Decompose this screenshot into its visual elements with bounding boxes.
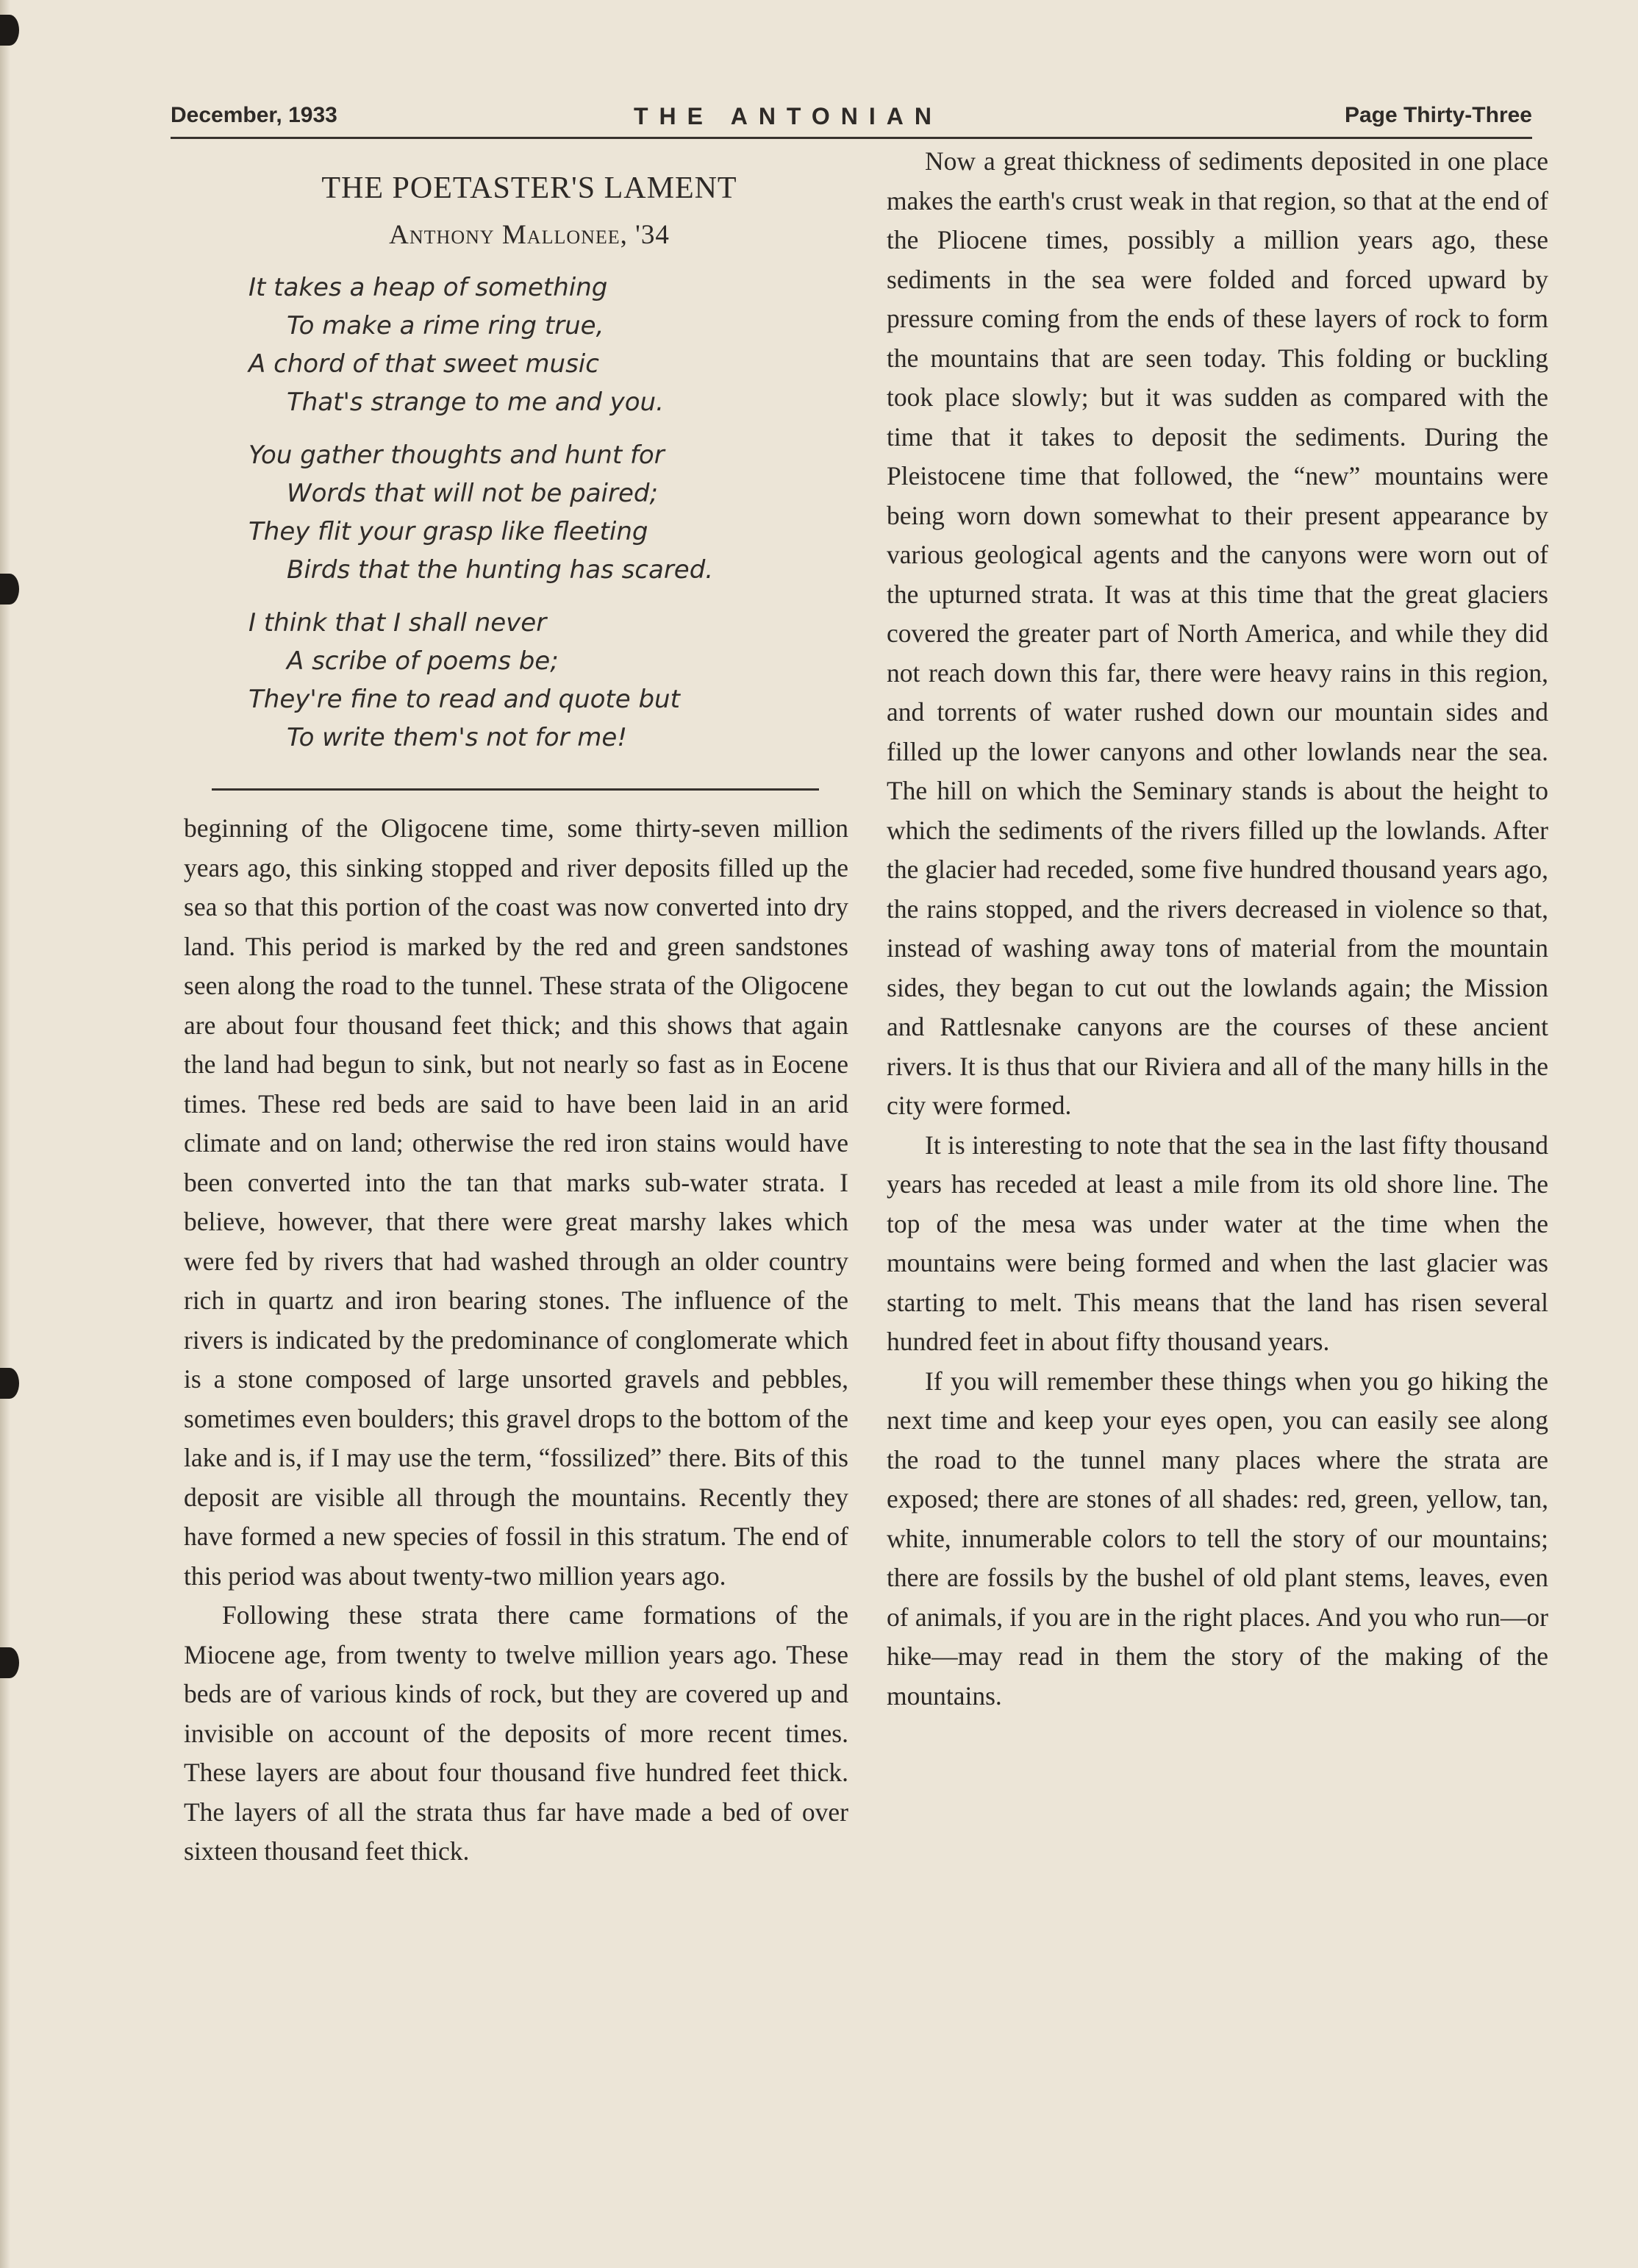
poem-line: They're fine to read and quote but xyxy=(248,685,680,714)
poem-line: That's strange to me and you. xyxy=(287,388,664,417)
binding-hole xyxy=(0,1647,19,1678)
article-right-column xyxy=(887,142,1548,1716)
poem-line: Words that will not be paired; xyxy=(287,479,658,508)
header-publication: THE ANTONIAN xyxy=(634,103,943,129)
poem-stanza xyxy=(213,436,845,589)
binding-hole xyxy=(0,15,19,46)
header-rule xyxy=(171,137,1532,139)
poem-line: Birds that the hunting has scared. xyxy=(287,555,714,585)
header-date: December, 1933 xyxy=(171,103,337,127)
poem-block xyxy=(213,171,845,771)
poem-line: It takes a heap of something xyxy=(248,273,608,302)
binding-hole xyxy=(0,1368,19,1399)
poem-stanza xyxy=(213,604,845,757)
article-paragraph: Following these strata there came formations of the Miocene age, from twenty to twelve million years ago. These beds are of various kinds of rock, but they are covered up and invisible on account of the deposits of more recent times. These layers are about four thousand five hundred feet thick. The layers of all the strata thus far have made a bed of over sixteen thousand feet thick. xyxy=(184,1600,848,1866)
article-paragraph: Now a great thickness of sediments deposited in one place makes the earth's crust weak in that region, so that at the end of the Pliocene times, possibly a million years ago, these sediments in the sea were folded and forced upward by pressure coming from the ends of these layers of rock to form the mountains that are seen today. This folding or buckling took place slowly; but it was sudden as compared with the time that it takes to deposit the sediments. During the Pleistocene time that followed, the “new” mountains were being worn down somewhat to their present appearance by various geological agents and the canyons were worn out of the upturned strata. It was at this time that the great glaciers covered the greater part of North America, and while they did not reach down this far, there were heavy rains in this region, and torrents of water rushed down our mountain sides and filled up the lower canyons and other lowlands near the sea. The hill on which the Seminary stands is about the height to which the sediments of the rivers filled up the lowlands. After the glacier had receded, some five hundred thousand years ago, the rains stopped, and the rivers decreased in violence so that, instead of washing away tons of material from the mountain sides, they began to cut out the lowlands again; the Mission and Rattlesnake canyons are the courses of these ancient rivers. It is thus that our Riviera and all of the many hills in the city were formed. xyxy=(887,146,1548,1120)
poem-line: They flit your grasp like fleeting xyxy=(248,517,648,546)
article-paragraph: It is interesting to note that the sea in the last fifty thousand years has receded at least a mile from its old shore line. The top of the mesa was under water at the time when the mountains were being formed and when the last glacier was starting to melt. This means that the land has risen several hundred feet in about fifty thousand years. xyxy=(887,1130,1548,1356)
poem-author: Anthony Mallonee, '34 xyxy=(389,220,670,250)
poem-line: I think that I shall never xyxy=(248,608,547,638)
article-paragraph: beginning of the Oligocene time, some thirty-seven million years ago, this sinking stopped and river deposits filled up the sea so that this portion of the coast was now converted into dry land. This period is marked by the red and green sandstones seen along the road to the tunnel. These strata of the Oligocene are about four thousand feet thick; and this shows that again the land had begun to sink, but not nearly so fast as in Eocene times. These red beds are said to have been laid in an arid climate and on land; otherwise the red iron stains would have been converted into the tan that marks sub-water strata. I believe, however, that there were great marshy lakes which were fed by rivers that had washed through an older country rich in quartz and iron bearing stones. The influence of the rivers is indicated by the predominance of conglomerate which is a stone composed of large unsorted gravels and pebbles, sometimes even boulders; this gravel drops to the bottom of the lake and is, if I may use the term, “fossilized” there. Bits of this deposit are visible all through the mountains. Recently they have formed a new species of fossil in this stratum. The end of this period was about twenty-two million years ago. xyxy=(184,813,848,1591)
poem-line: A chord of that sweet music xyxy=(248,349,599,379)
poem-title: THE POETASTER'S LAMENT xyxy=(321,171,737,205)
poem-divider xyxy=(212,788,819,791)
header-page-number: Page Thirty-Three xyxy=(1344,103,1532,127)
article-left-column xyxy=(184,809,848,1872)
binding-hole xyxy=(0,574,19,605)
poem-line: You gather thoughts and hunt for xyxy=(248,441,665,470)
article-paragraph: If you will remember these things when you go hiking the next time and keep your eyes open, you can easily see along the road to the tunnel many places where the strata are exposed; there are stones of all shades: red, green, yellow, tan, white, innumerable colors to tell the story of our mountains; there are fossils by the bushel of old plant stems, leaves, even of animals, if you are in the right places. And you who run—or hike—may read in them the story of the making of the mountains. xyxy=(887,1366,1548,1711)
binding-edge xyxy=(0,0,10,2268)
poem-line: To write them's not for me! xyxy=(287,723,627,752)
poem-line: A scribe of poems be; xyxy=(287,646,559,676)
poem-line: To make a rime ring true, xyxy=(287,311,604,340)
poem-stanza xyxy=(213,268,845,421)
